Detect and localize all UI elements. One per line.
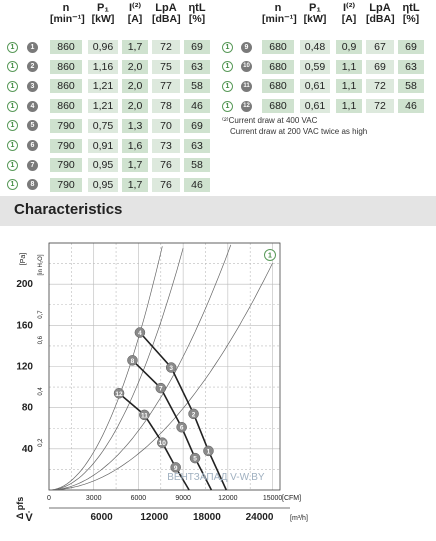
table-cell: 77 [152,79,180,93]
table-cell: 76 [152,158,180,172]
x-tick-m3h: 24000 [245,512,274,523]
y-tick-label: 120 [16,361,33,373]
curve-ring-icon: 1 [222,81,233,92]
column-header [398,3,424,25]
table-cell: 790 [50,119,82,133]
y-unit-inh2o: [in H₂O] [38,254,44,276]
column-header [336,3,362,25]
column-header [300,3,330,25]
row-number-badge: 5 [27,120,38,131]
table-cell: 680 [262,40,294,54]
column-header-unit: [A] [341,13,357,25]
table-cell: 0,61 [300,99,330,113]
operating-point-label: 8 [130,357,135,365]
table-cell: 1,1 [336,99,362,113]
table-cell: 69 [366,60,394,74]
table-cell: 78 [152,99,180,113]
x-tick-label: 3000 [85,495,102,502]
table-cell: 860 [50,99,82,113]
x-unit-cfm: [CFM] [282,495,302,502]
table-cell: 860 [50,60,82,74]
column-header [184,3,210,25]
column-header-unit: [A] [127,13,143,25]
curve-ring-icon: 1 [7,140,18,151]
operating-point-label: 4 [138,330,142,338]
operating-point-label: 6 [179,424,184,432]
x-tick-m3h: 6000 [90,512,113,523]
operating-point-label: 11 [140,412,148,420]
row-number-badge: 9 [241,42,252,53]
table-cell: 69 [184,40,210,54]
y-tick-inh2o: 0,4 [38,387,44,396]
x-tick-label: 6000 [130,495,147,502]
table-cell: 860 [50,79,82,93]
operating-point-label: 10 [158,440,166,448]
table-cell: 76 [152,178,180,192]
table-cell: 1,21 [88,99,118,113]
column-header-name: n [62,2,70,14]
y-tick-inh2o: 0,7 [38,310,44,319]
x-unit-m3h: [m³/h] [290,515,308,522]
characteristic-chart [0,231,436,541]
table-cell: 0,59 [300,60,330,74]
table-cell: 0,75 [88,119,118,133]
x-tick-label: 15000 [262,495,283,502]
column-header [262,2,297,25]
column-header-unit: [kW] [303,13,327,25]
column-header-name: LpA [155,2,177,14]
table-cell: 72 [152,40,180,54]
operating-point-label: 9 [173,464,178,472]
row-number-badge: 7 [27,160,38,171]
y-unit-pa: [Pa] [20,252,27,266]
operating-point-label: 3 [169,365,174,373]
table-cell: 790 [50,158,82,172]
table-cell: 790 [50,139,82,153]
y-axis-symbol: Δ pfs [15,496,25,520]
table-cell: 67 [366,40,394,54]
row-number-badge: 6 [27,140,38,151]
row-number-badge: 2 [27,61,38,72]
curve-ring-icon: 1 [222,42,233,53]
y-tick-label: 40 [21,443,33,455]
column-header-unit: [min⁻¹] [50,13,85,25]
table-cell: 58 [398,79,424,93]
table-cell: 46 [184,178,210,192]
y-tick-inh2o: 0,6 [38,336,44,345]
table-cell: 46 [184,99,210,113]
table-cell: 680 [262,99,294,113]
table-cell: 0,61 [300,79,330,93]
table-cell: 0,48 [300,40,330,54]
column-header [122,3,148,25]
curve-ring-icon: 1 [222,61,233,72]
y-tick-label: 160 [16,320,33,332]
curve-ring-label: 1 [268,252,272,260]
watermark: ВЕНТЗАПАД V-W.BY [167,472,265,483]
table-cell: 0,9 [336,40,362,54]
operating-point-label: 1 [206,448,211,456]
row-number-badge: 8 [27,179,38,190]
table-cell: 790 [50,178,82,192]
column-header-name: ηtL [188,2,206,14]
table-cell: 0,91 [88,139,118,153]
operating-point-label: 7 [158,385,163,393]
curve-ring-icon: 1 [7,120,18,131]
footnote-line1: ⁽²⁾Current draw at 400 VAC [222,116,318,125]
table-cell: 1,21 [88,79,118,93]
table-cell: 46 [398,99,424,113]
x-tick-m3h: 18000 [192,512,221,523]
row-number-badge: 10 [241,61,252,72]
x-tick-label: 0 [47,495,51,502]
table-cell: 1,16 [88,60,118,74]
column-header [152,3,180,25]
column-header [366,3,394,25]
curve-ring-icon: 1 [7,101,18,112]
curve-ring-icon: 1 [7,81,18,92]
table-cell: 1,7 [122,40,148,54]
row-number-badge: 1 [27,42,38,53]
table-cell: 2,0 [122,79,148,93]
table-cell: 63 [184,139,210,153]
y-tick-label: 200 [16,279,33,291]
row-number-badge: 3 [27,81,38,92]
column-header-unit: [kW] [91,13,115,25]
table-cell: 63 [398,60,424,74]
curve-ring-icon: 1 [7,42,18,53]
column-header-unit: [%] [402,13,420,25]
table-cell: 75 [152,60,180,74]
curve-ring-icon: 1 [7,61,18,72]
column-header-name: I⁽²⁾ [128,2,142,14]
curve-ring-icon: 1 [222,101,233,112]
table-cell: 860 [50,40,82,54]
column-header-unit: [dBA] [366,13,395,25]
x-axis-symbol: V̇ [25,512,33,524]
table-cell: 58 [184,79,210,93]
column-header-unit: [dBA] [152,13,181,25]
table-cell: 1,1 [336,79,362,93]
curve-ring-icon: 1 [7,179,18,190]
column-header [88,3,118,25]
footnote-line2: Current draw at 200 VAC twice as high [230,127,368,136]
table-cell: 72 [366,79,394,93]
table-cell: 1,1 [336,60,362,74]
row-number-badge: 11 [241,81,252,92]
row-number-badge: 4 [27,101,38,112]
operating-point-label: 2 [191,411,196,419]
table-cell: 1,7 [122,158,148,172]
table-cell: 0,95 [88,158,118,172]
section-header [0,196,436,226]
table-cell: 63 [184,60,210,74]
table-cell: 2,0 [122,60,148,74]
table-cell: 680 [262,79,294,93]
column-header-name: I⁽²⁾ [342,2,356,14]
table-cell: 58 [184,158,210,172]
operating-point-label: 12 [115,390,123,398]
section-title: Characteristics [14,201,123,218]
y-tick-label: 80 [21,402,33,414]
column-header [50,2,85,25]
table-cell: 2,0 [122,99,148,113]
table-cell: 70 [152,119,180,133]
table-cell: 72 [366,99,394,113]
column-header-unit: [min⁻¹] [262,13,297,25]
column-header-name: P₁ [97,2,109,14]
table-cell: 0,95 [88,178,118,192]
x-tick-label: 12000 [218,495,238,502]
table-cell: 69 [398,40,424,54]
y-tick-inh2o: 0,2 [38,438,44,447]
table-cell: 0,96 [88,40,118,54]
table-cell: 1,7 [122,178,148,192]
system-curve [49,246,162,490]
column-header-name: LpA [369,2,391,14]
column-header-unit: [%] [188,13,206,25]
column-header-name: n [274,2,282,14]
table-cell: 1,6 [122,139,148,153]
operating-point-label: 5 [193,455,197,463]
table-cell: 73 [152,139,180,153]
table-cell: 680 [262,60,294,74]
x-tick-label: 9000 [175,495,191,502]
x-tick-m3h: 12000 [140,512,169,523]
column-header-name: P₁ [309,2,321,14]
table-cell: 69 [184,119,210,133]
row-number-badge: 12 [241,101,252,112]
column-header-name: ηtL [402,2,420,14]
curve-ring-icon: 1 [7,160,18,171]
table-cell: 1,3 [122,119,148,133]
